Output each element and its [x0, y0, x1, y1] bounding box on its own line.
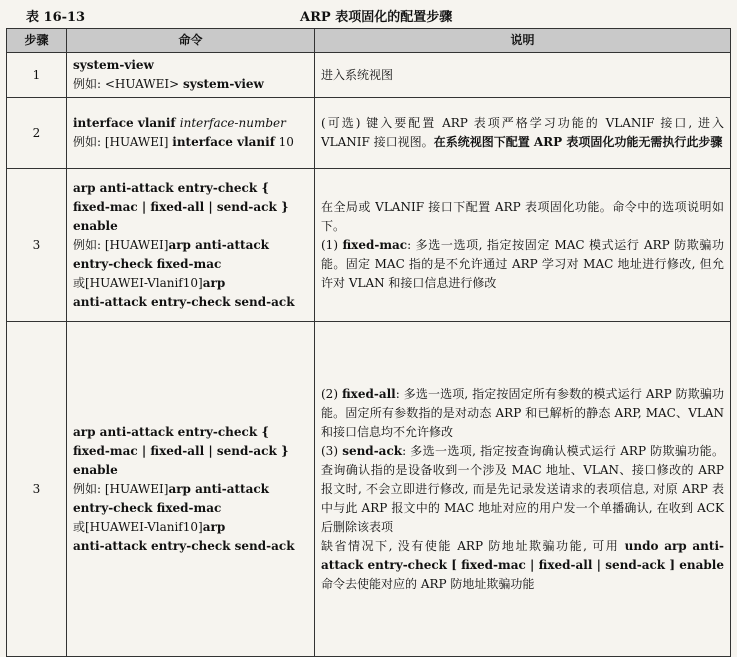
option-text: : 多选一选项, 指定按查询确认模式运行 ARP 防欺骗功能。查询确认指的是设备收到一个涉及 MAC 地址、VLAN、接口修改的 ARP 报文时, 不会立即进行修改, 而是先记录发送请求的表项信息, 对原 ARP 表中与此 ARP 报文中的 MAC 地址对应的用户发一个单播确认, 在收到 ACK 后删除该表项: [321, 443, 725, 534]
description-cell: [315, 322, 731, 657]
table-row: [7, 169, 731, 322]
option-keyword: fixed-all: [341, 386, 396, 401]
option-number: (2): [321, 386, 342, 401]
command-cell: [67, 322, 315, 657]
config-steps-table: [6, 28, 731, 657]
step-cell: 3: [7, 169, 67, 322]
command-cell: [67, 169, 315, 322]
option-text: : 多选一选项, 指定按固定所有参数的模式运行 ARP 防欺骗功能。固定所有参数指的是对动态 ARP 和已解析的静态 ARP, MAC、VLAN 和接口信息均不允许修改: [321, 386, 724, 439]
option-text: : 多选一选项, 指定按固定 MAC 模式运行 ARP 防欺骗功能。固定 MAC 指的是不允许通过 ARP 学习对 MAC 地址进行修改, 但允许对 VLAN 和接口信息进行修改: [321, 237, 725, 290]
option-send-ack: [321, 442, 724, 537]
option-keyword: fixed-mac: [342, 237, 408, 252]
example-command: arp anti-attack entry-check fixed-mac: [73, 237, 269, 271]
header-description: 说明: [315, 29, 731, 53]
command-example: [73, 133, 308, 152]
command-example: [73, 236, 308, 274]
example-command-alt: arp: [202, 275, 226, 290]
command-example-alt: [73, 518, 308, 537]
command-example-alt-cont: anti-attack entry-check send-ack: [73, 538, 295, 553]
command-parameter: interface-number: [179, 116, 286, 130]
example-prefix: 例如: [HUAWEI]: [73, 481, 169, 496]
command-cell: [67, 53, 315, 98]
default-note: [321, 537, 724, 594]
step-cell: 3: [7, 322, 67, 657]
example-command: interface vlanif: [172, 135, 275, 149]
table-row: [7, 53, 731, 98]
example-prefix: 例如: <HUAWEI>: [73, 77, 184, 91]
command-example: [73, 480, 308, 518]
step-cell: 1: [7, 53, 67, 98]
table-row: [7, 98, 731, 169]
command-text: arp anti-attack entry-check { fixed-mac | fixed-all | send-ack } enable: [73, 180, 289, 233]
table-header-row: [7, 29, 731, 53]
command-cell: [67, 98, 315, 169]
example-prefix: 例如: [HUAWEI]: [73, 237, 169, 252]
example-command: system-view: [183, 77, 264, 91]
default-text: 缺省情况下, 没有使能 ARP 防地址欺骗功能, 可用: [321, 538, 625, 553]
option-number: (3): [321, 443, 343, 458]
command-text: [73, 114, 308, 133]
table-number: 表 16-13: [26, 10, 86, 25]
command-example-alt-cont: anti-attack entry-check send-ack: [73, 294, 295, 309]
option-keyword: send-ack: [342, 443, 403, 458]
table-title: ARP 表项固化的配置步骤: [300, 10, 453, 25]
default-command: undo arp anti-attack entry-check [ fixed-mac | fixed-all | send-ack ] enable: [321, 538, 724, 572]
command-keyword: interface vlanif: [73, 116, 180, 130]
example-or: 或[HUAWEI-Vlanif10]: [73, 275, 203, 290]
option-number: (1): [321, 237, 343, 252]
example-suffix: 10: [274, 135, 294, 149]
default-tail: 命令去使能对应的 ARP 防地址欺骗功能: [321, 576, 535, 591]
example-command: arp anti-attack entry-check fixed-mac: [73, 481, 269, 515]
description-cell: [315, 169, 731, 322]
example-or: 或[HUAWEI-Vlanif10]: [73, 519, 203, 534]
description-intro: 在全局或 VLANIF 接口下配置 ARP 表项固化功能。命令中的选项说明如下。: [321, 199, 724, 233]
command-example: [73, 75, 308, 94]
step-cell: 2: [7, 98, 67, 169]
description-note: 在系统视图下配置 ARP 表项固化功能无需执行此步骤: [433, 135, 723, 149]
header-command: 命令: [67, 29, 315, 53]
example-command-alt: arp: [202, 519, 226, 534]
example-prefix: 例如: [HUAWEI]: [73, 135, 173, 149]
table-caption: [0, 6, 737, 26]
command-text: system-view: [73, 58, 154, 72]
table-row: [7, 322, 731, 657]
option-fixed-mac: [321, 236, 724, 293]
header-step: 步骤: [7, 29, 67, 53]
option-fixed-all: [321, 385, 724, 442]
command-example-alt: [73, 274, 308, 293]
description-cell: [315, 98, 731, 169]
command-text: arp anti-attack entry-check { fixed-mac | fixed-all | send-ack } enable: [73, 424, 289, 477]
description-cell: 进入系统视图: [315, 53, 731, 98]
description-text: (可选) 键入要配置 ARP 表项严格学习功能的 VLANIF 接口, 进入 VLANIF 接口视图。: [321, 116, 724, 149]
